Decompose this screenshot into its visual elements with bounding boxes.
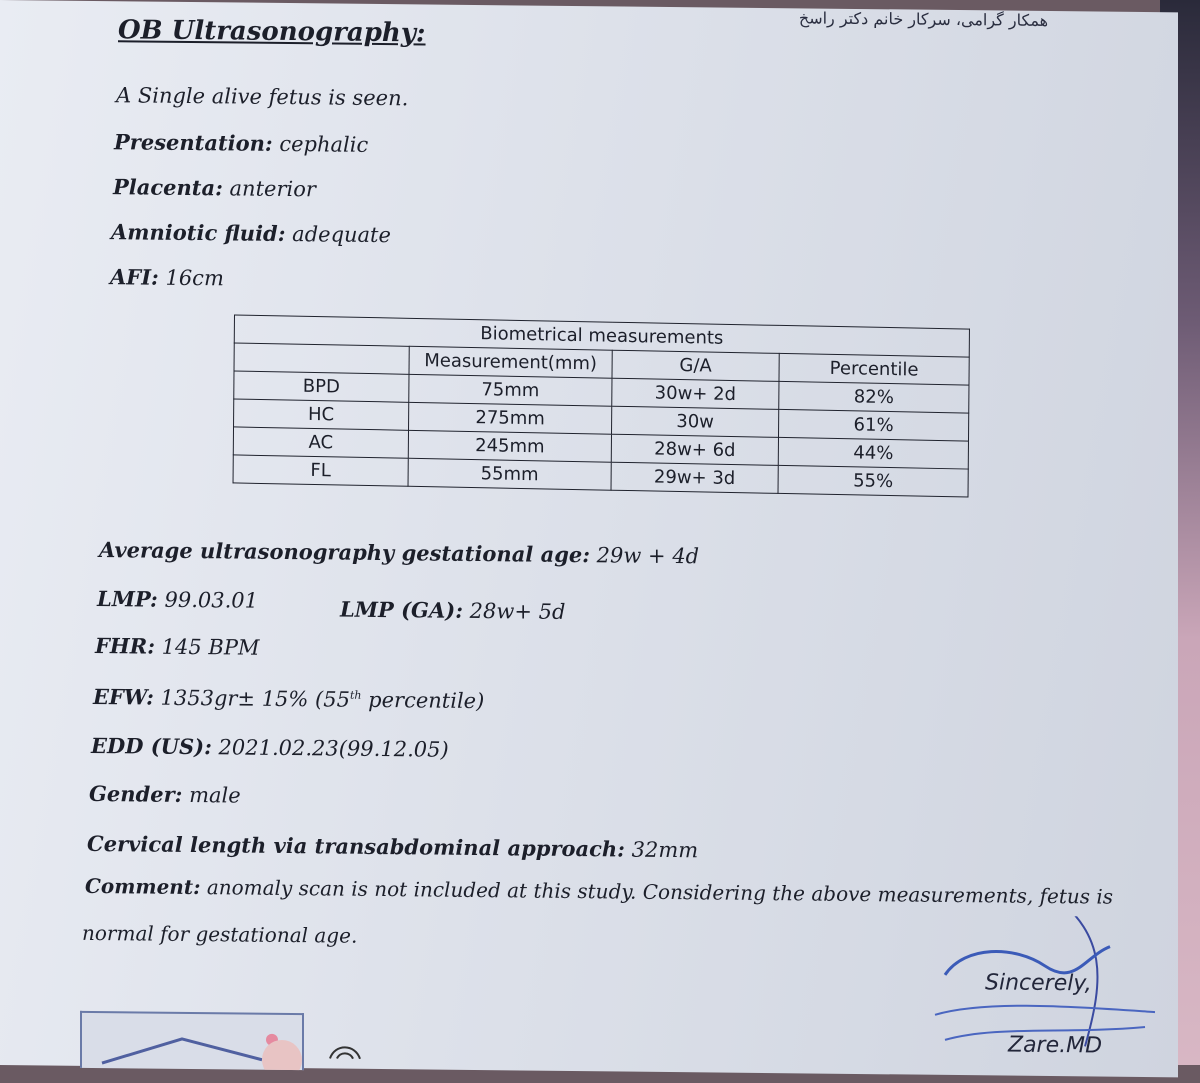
edd-label: EDD (US):: [91, 732, 212, 760]
placenta-label: Placenta:: [113, 174, 223, 201]
table-header: G/A: [612, 350, 779, 381]
table-cell: 55mm: [408, 458, 611, 490]
table-cell: 44%: [778, 437, 968, 469]
presentation-line: [114, 129, 368, 157]
fetus-line: A Single alive fetus is seen.: [116, 83, 409, 111]
page-title: OB Ultrasonography:: [118, 15, 426, 49]
average-ga-line: [99, 537, 699, 568]
wave-icon: [325, 1033, 365, 1063]
table-cell: FL: [233, 455, 408, 486]
referral-line: همکار گرامی، سرکار خانم دکتر راسخ: [798, 8, 1048, 30]
fhr-label: FHR:: [95, 632, 155, 659]
table-cell: 30w: [612, 406, 779, 437]
table-header: Percentile: [779, 353, 969, 385]
closing: Sincerely,: [985, 970, 1092, 997]
efw-value: 1353gr± 15% (55: [153, 685, 350, 712]
lmp-ga-label: LMP (GA):: [340, 596, 463, 623]
efw-sup: th: [349, 688, 362, 702]
lmp-ga-line: [340, 597, 565, 624]
table-title: Biometrical measurements: [234, 315, 969, 357]
comment-line: [85, 874, 1113, 909]
lmp-value: 99.03.01: [157, 587, 259, 613]
gender-line: [89, 781, 241, 808]
table-cell: BPD: [234, 371, 409, 402]
afi-label: AFI:: [110, 264, 159, 290]
table-cell: 55%: [778, 465, 968, 497]
table-cell: 29w+ 3d: [611, 462, 778, 493]
average-ga-label: Average ultrasonography gestational age:: [99, 537, 590, 568]
average-ga-value: 29w + 4d: [590, 543, 700, 569]
comment-text: anomaly scan is not included at this study. Considering the above measurements, fetus is: [200, 875, 1114, 909]
table-cell: 75mm: [409, 374, 612, 406]
table-cell: AC: [233, 427, 408, 458]
presentation-label: Presentation:: [114, 129, 273, 156]
lmp-line: [97, 586, 258, 613]
table-cell: 275mm: [409, 402, 612, 434]
table-cell: 61%: [778, 409, 968, 441]
amniotic-line: [111, 219, 391, 247]
table-header: Measurement(mm): [409, 346, 612, 378]
placenta-line: [113, 174, 316, 201]
doctor-name: Zare.MD: [1008, 1032, 1103, 1059]
clinic-logo-icon: [80, 1011, 304, 1070]
comment-label: Comment:: [85, 873, 201, 900]
comment-line-2: normal for gestational age.: [82, 920, 358, 948]
lmp-label: LMP:: [97, 586, 158, 612]
table-cell: 28w+ 6d: [611, 434, 778, 465]
gender-value: male: [182, 782, 241, 808]
efw-line: [93, 684, 484, 713]
gender-label: Gender:: [89, 780, 183, 807]
efw-label: EFW:: [93, 683, 154, 710]
fhr-line: [95, 633, 259, 660]
lmp-ga-value: 28w+ 5d: [462, 598, 566, 624]
edd-value: 2021.02.23(99.12.05): [211, 735, 449, 762]
efw-tail: percentile): [361, 687, 485, 714]
cervical-value: 32mm: [624, 837, 699, 863]
amniotic-value: adequate: [285, 221, 391, 248]
amniotic-label: Amniotic fluid:: [111, 219, 286, 246]
edd-line: [91, 733, 449, 762]
fhr-value: 145 BPM: [154, 634, 260, 660]
afi-line: [110, 264, 224, 290]
afi-value: 16cm: [158, 265, 224, 291]
table-cell: 30w+ 2d: [612, 378, 779, 409]
table-cell: 245mm: [408, 430, 611, 462]
table-cell: 82%: [779, 381, 969, 413]
placenta-value: anterior: [222, 176, 316, 202]
table-cell: HC: [234, 399, 409, 430]
biometry-table: [233, 314, 970, 497]
presentation-value: cephalic: [272, 131, 369, 157]
cervical-line: [87, 831, 698, 862]
table-header: [234, 343, 409, 374]
cervical-label: Cervical length via transabdominal approach:: [87, 830, 625, 862]
